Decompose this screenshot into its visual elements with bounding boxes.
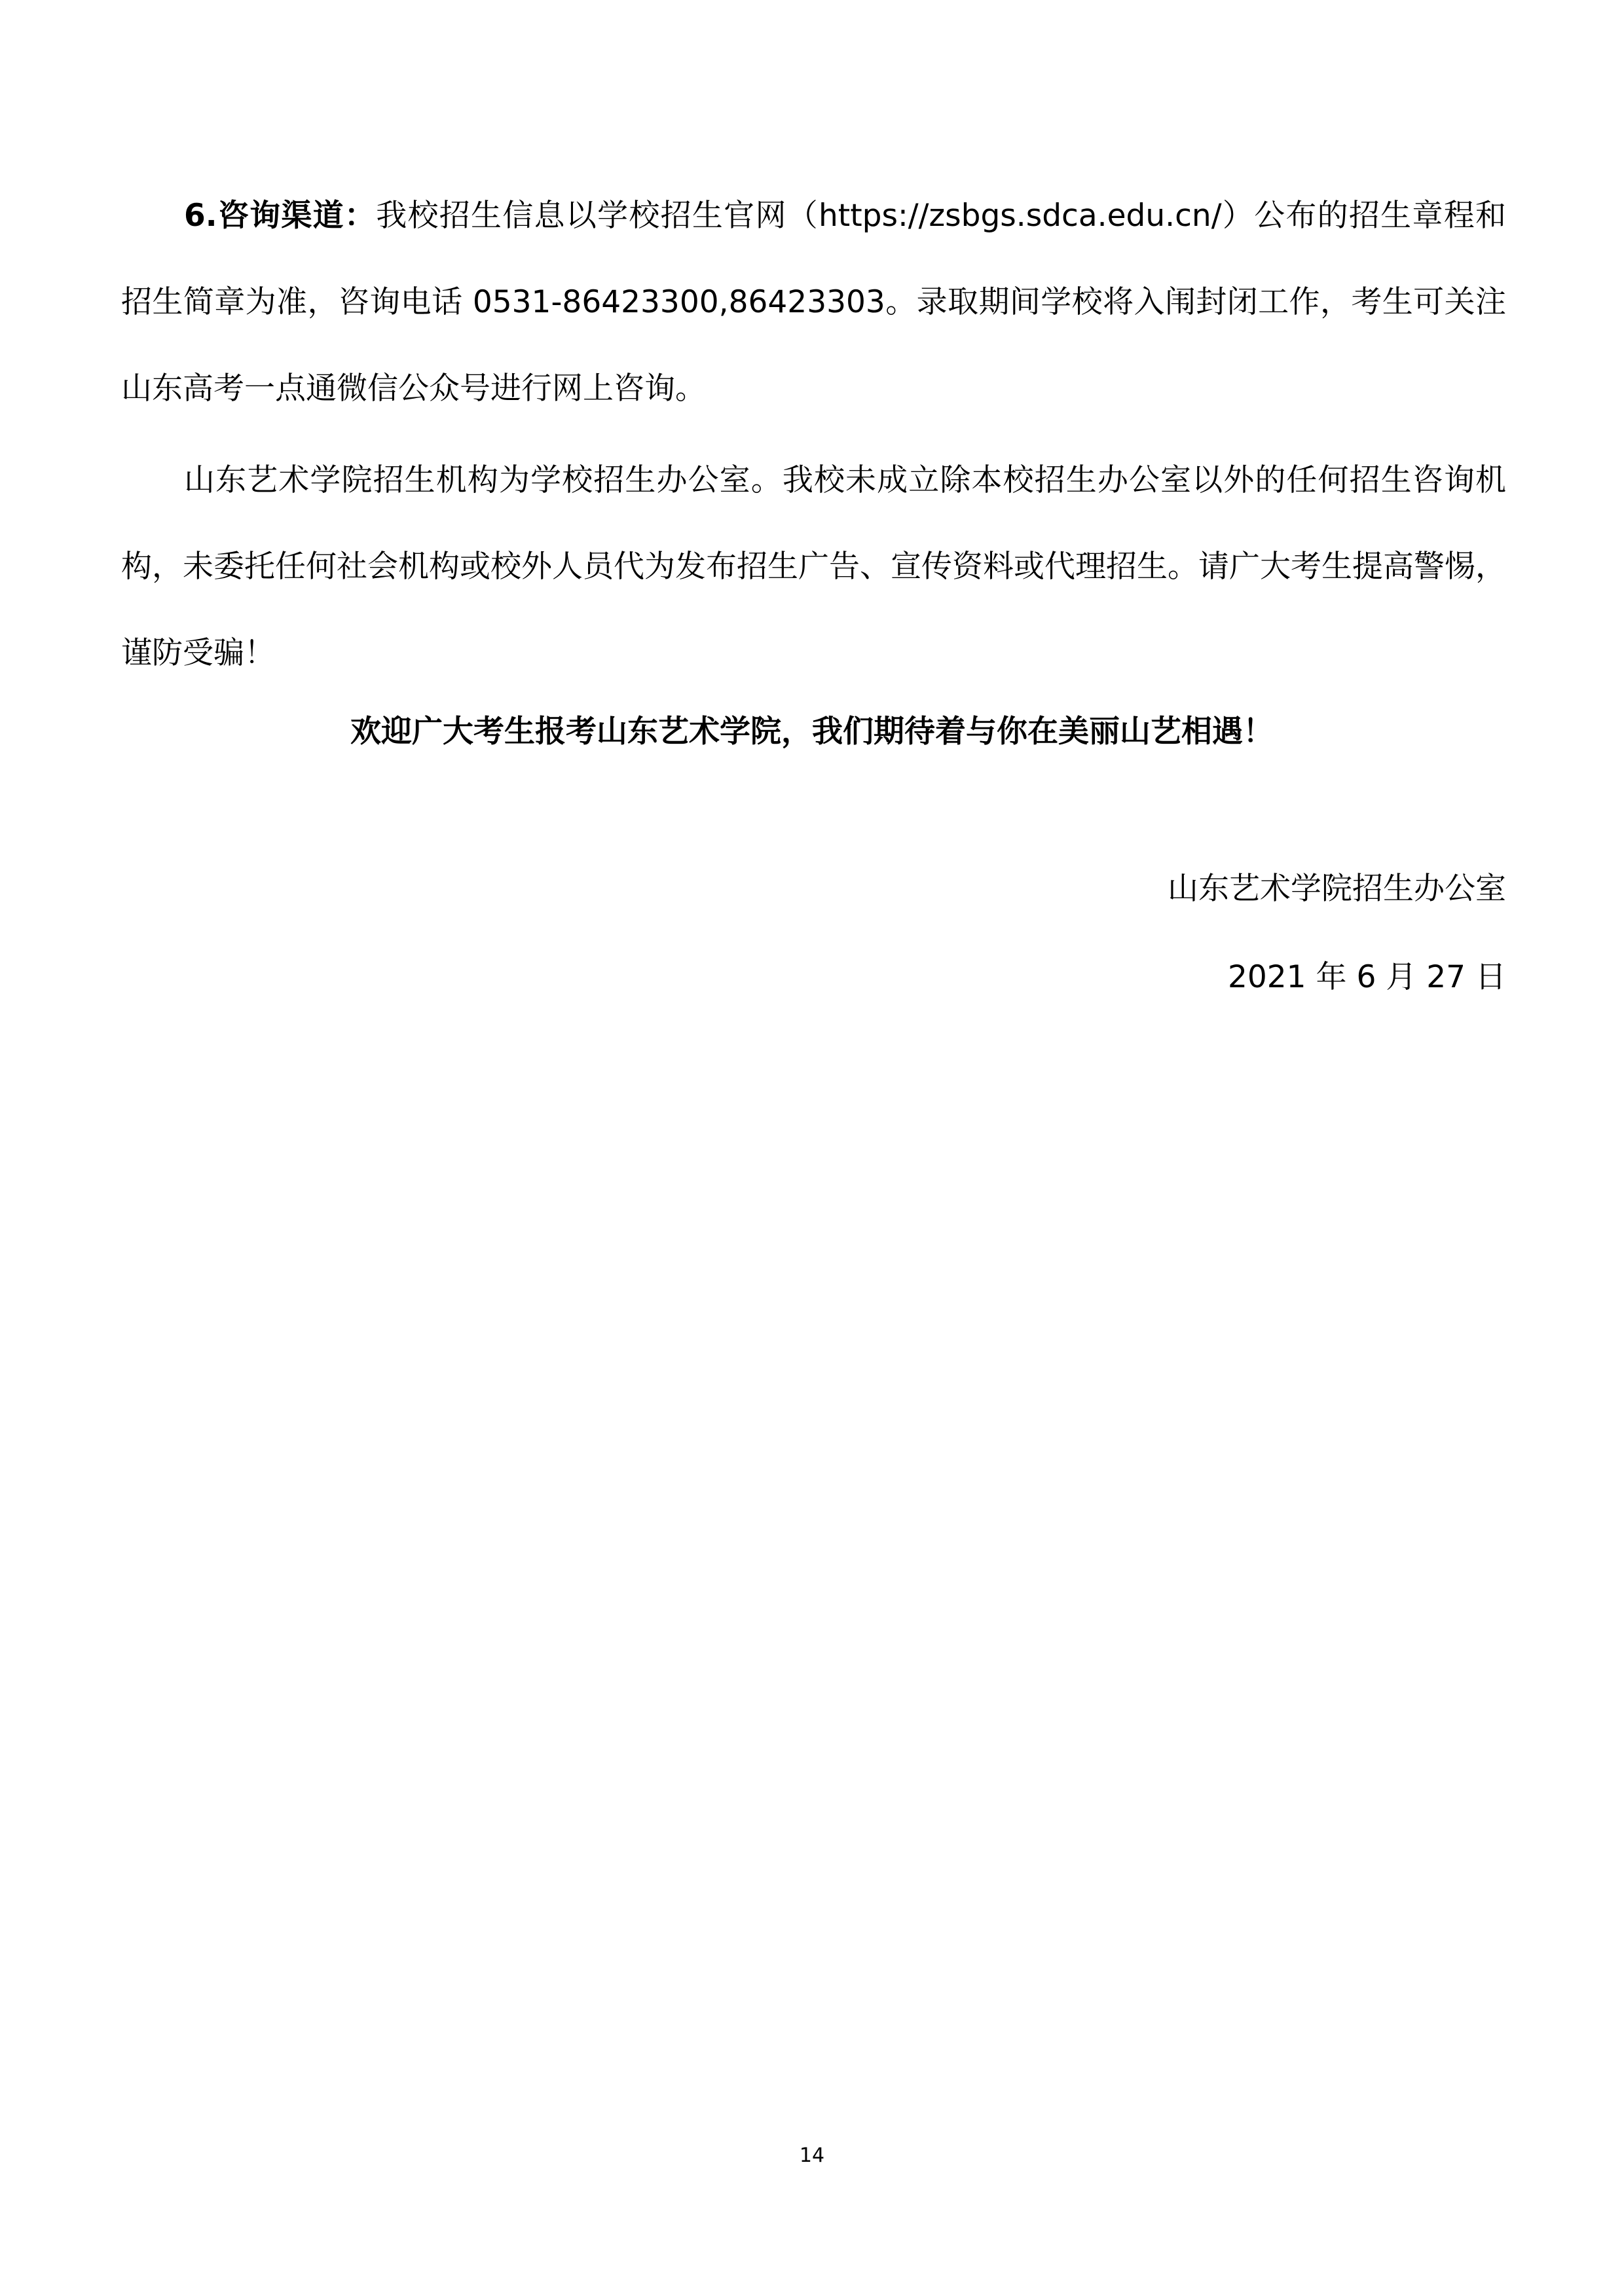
page-number: 14 [799, 2144, 825, 2167]
consultation-paragraph [121, 173, 1506, 432]
welcome-message: 欢迎广大考生报考山东艺术学院，我们期待着与你在美丽山艺相遇！ [350, 714, 1274, 750]
signature-office: 山东艺术学院招生办公室 [1168, 871, 1506, 907]
consultation-body: 我校招生信息以学校招生官网（https://zsbgs.sdca.edu.cn/）公布的招生章程和招生简章为准，咨询电话 0531-86423300,86423303。录取期间学校将入闱封闭工作，考生可关注山东高考一点通微信公众号进行网上咨询。 [121, 198, 1506, 407]
signature-date: 2021 年 6 月 27 日 [1227, 959, 1506, 995]
admissions-office-notice: 山东艺术学院招生机构为学校招生办公室。我校未成立除本校招生办公室以外的任何招生咨询机构，未委托任何社会机构或校外人员代为发布招生广告、宣传资料或代理招生。请广大考生提高警惕，谨防受骗！ [121, 462, 1506, 671]
consultation-heading: 6.咨询渠道： [184, 198, 377, 234]
